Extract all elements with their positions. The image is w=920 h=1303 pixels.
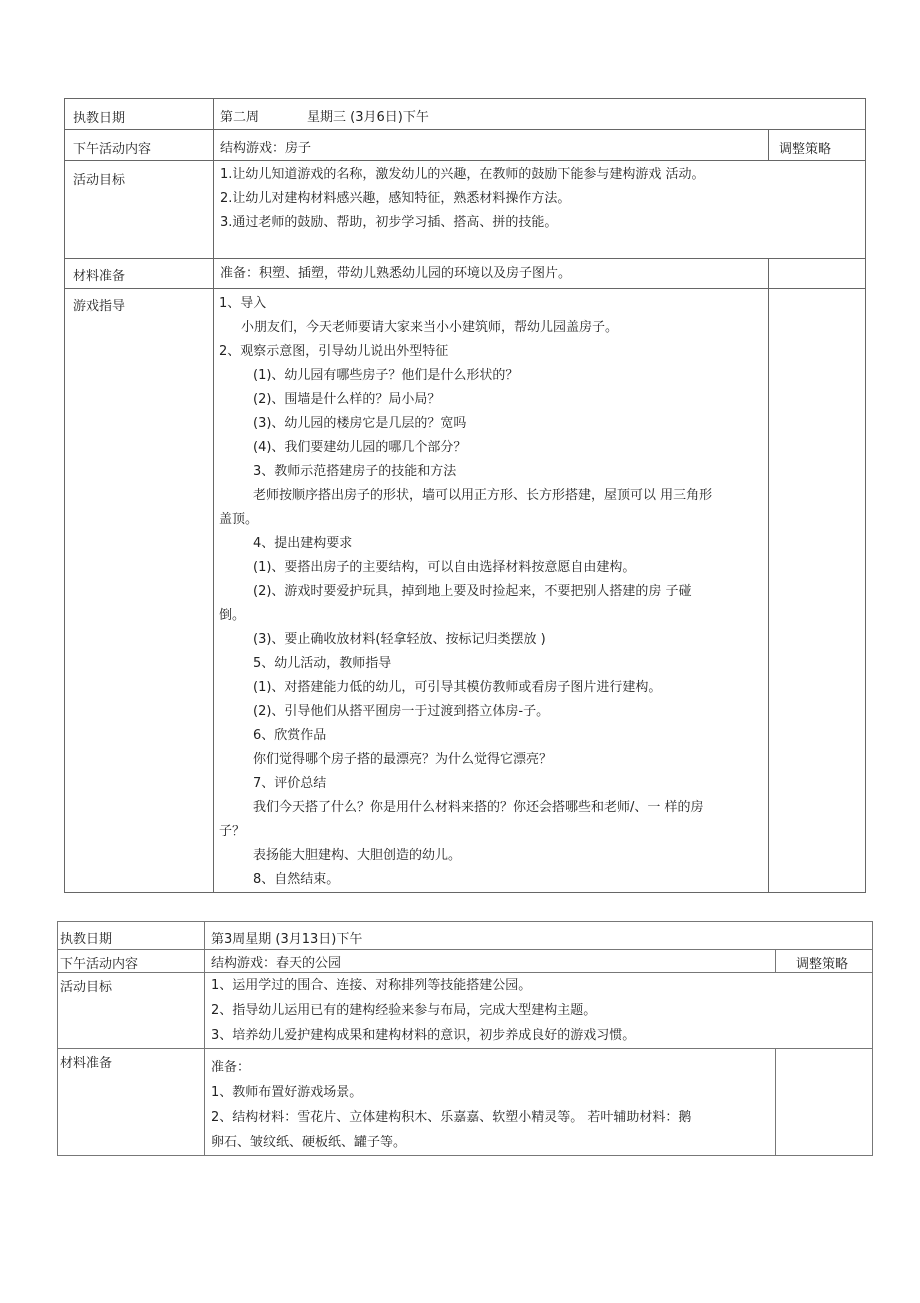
guide-line: 6、欣赏作品 <box>253 728 327 743</box>
guide-line: 8、自然结束。 <box>253 872 340 887</box>
goal-item: 2.让幼儿对建构材料感兴趣，感知特征，熟悉材料操作方法。 <box>220 191 571 206</box>
strategy-cell <box>776 1049 873 1156</box>
guide-line: 4、提出建构要求 <box>253 536 353 551</box>
guide-line: (4)、我们要建幼儿园的哪几个部分？ <box>253 440 467 455</box>
date-label: 执教日期 <box>65 99 214 130</box>
strategy-label: 调整策略 <box>776 950 873 973</box>
guide-line: 小朋友们，今天老师要请大家来当小小建筑师，帮幼儿园盖房子。 <box>241 320 619 335</box>
guide-line: (2)、引导他们从搭平囿房一于过渡到搭立体房-子。 <box>253 704 550 719</box>
guide-line: (3)、要止确收放材料(轻拿轻放、按标记归类摆放 ) <box>253 632 546 647</box>
material-label: 材料准备 <box>65 259 214 289</box>
guide-line: 表扬能大胆建构、大胆创造的幼儿。 <box>253 848 462 863</box>
guide-cell <box>214 289 769 893</box>
material-label: 材料准备 <box>58 1049 205 1156</box>
goal-item: 3、培养幼儿爱护建构成果和建构材料的意识，初步养成良好的游戏习惯。 <box>211 1028 636 1043</box>
material-line: 卵石、皱纹纸、硬板纸、罐子等。 <box>211 1135 407 1150</box>
activity-label: 下午活动内容 <box>58 950 205 973</box>
lesson-table-week3 <box>57 921 873 1156</box>
guide-line: (3)、幼儿园的楼房它是几层的？宽吗 <box>253 416 467 431</box>
material-line: 1、教师布置好游戏场景。 <box>211 1085 363 1100</box>
goal-item: 2、指导幼儿运用已有的建构经验来参与布局，完成大型建构主题。 <box>211 1003 597 1018</box>
lesson-table-week2 <box>64 98 866 893</box>
activity-label: 下午活动内容 <box>65 130 214 161</box>
goal-cell <box>205 973 873 1049</box>
guide-line: (2)、游戏时要爱护玩具，掉到地上要及时捡起来，不要把别人搭建的房 子碰 <box>253 584 692 599</box>
guide-line: 老师按顺序搭出房子的形状，墙可以用正方形、长方形搭建，屋顶可以 用三角形 <box>253 488 713 503</box>
date-cell <box>214 99 866 130</box>
guide-line: (2)、围墙是什么样的？局小局？ <box>253 392 441 407</box>
date-value: 第3周星期 (3月13日)下午 <box>205 922 873 950</box>
guide-line: 子？ <box>219 824 246 839</box>
date-label: 执教日期 <box>58 922 205 950</box>
material-value: 准备：积塑、插塑，带幼儿熟悉幼儿园的环境以及房子图片。 <box>214 259 769 289</box>
goal-item: 1、运用学过的围合、连接、对称排列等技能搭建公园。 <box>211 978 532 993</box>
goal-item: 1.让幼儿知道游戏的名称，激发幼儿的兴趣，在教师的鼓励下能参与建构游戏 活动。 <box>220 167 705 182</box>
guide-label: 游戏指导 <box>65 289 214 893</box>
guide-line: 我们今天搭了什么？你是用什么材料来搭的？你还会搭哪些和老师/、一 样的房 <box>253 800 704 815</box>
goal-label: 活动目标 <box>58 973 205 1049</box>
guide-line: 盖顶。 <box>219 512 259 527</box>
material-line: 2、结构材料：雪花片、立体建构积木、乐嘉嘉、软塑小精灵等。 若叶辅助材料：鹅 <box>211 1110 692 1125</box>
goal-item: 3.通过老师的鼓励、帮助，初步学习插、搭高、拼的技能。 <box>220 215 558 230</box>
guide-line: 你们觉得哪个房子搭的最漂亮？为什么觉得它漂亮？ <box>253 752 553 767</box>
date-week: 第二周 <box>220 110 260 125</box>
material-cell <box>205 1049 776 1156</box>
goal-label: 活动目标 <box>65 161 214 259</box>
guide-line: 2、观察示意图，引导幼儿说出外型特征 <box>219 344 449 359</box>
guide-line: 7、评价总结 <box>253 776 327 791</box>
guide-line: 倒。 <box>219 608 246 623</box>
guide-line: 3、教师示范搭建房子的技能和方法 <box>253 464 457 479</box>
activity-value: 结构游戏：房子 <box>214 130 769 161</box>
date-value: 星期三 (3月6日)下午 <box>307 110 429 125</box>
guide-line: (1)、幼儿园有哪些房子？他们是什么形状的？ <box>253 368 519 383</box>
guide-line: 5、幼儿活动，教师指导 <box>253 656 392 671</box>
goal-cell <box>214 161 866 259</box>
activity-value: 结构游戏：春天的公园 <box>205 950 776 973</box>
strategy-cell <box>769 259 866 289</box>
guide-line: 1、导入 <box>219 296 267 311</box>
guide-line: (1)、对搭建能力低的幼儿，可引导其模仿教师或看房子图片进行建构。 <box>253 680 662 695</box>
material-line: 准备： <box>211 1060 251 1075</box>
strategy-label: 调整策略 <box>769 130 866 161</box>
guide-line: (1)、要搭出房子的主要结构，可以自由选择材料按意愿自由建构。 <box>253 560 636 575</box>
strategy-cell <box>769 289 866 893</box>
